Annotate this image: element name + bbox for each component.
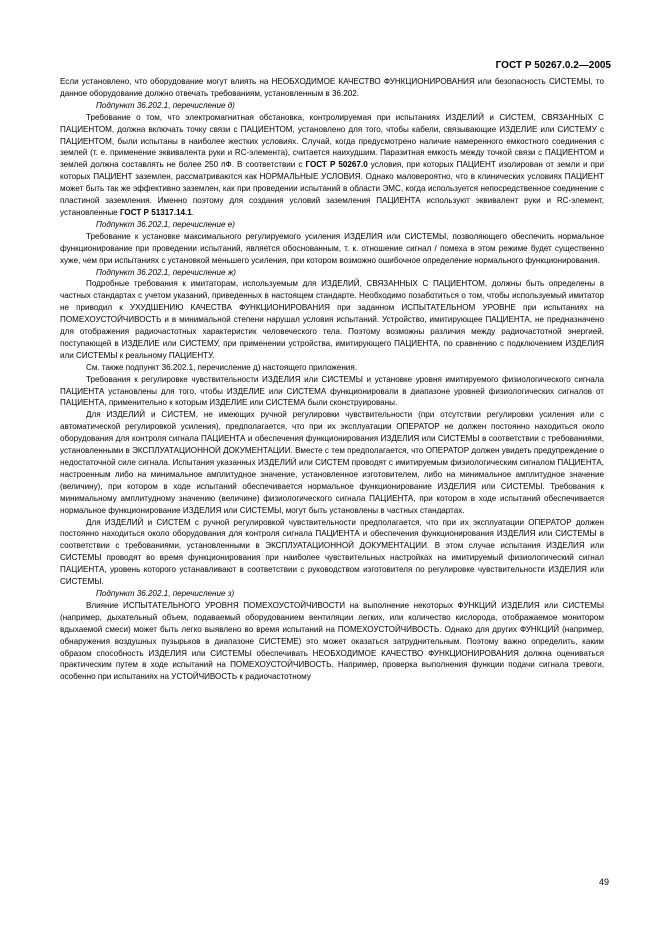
paragraph: Если установлено, что оборудование могут влиять на НЕОБХОДИМОЕ КАЧЕСТВО ФУНКЦИОНИРОВАНИЯ или безопасность СИСТЕМЫ, то данное оборудование должно отвечать требованиям, установленным в 36.202. xyxy=(60,77,604,98)
subclause-heading: Подпункт 36.202.1, перечисление з) xyxy=(96,588,235,598)
standard-reference: ГОСТ Р 51317.14.1 xyxy=(119,207,192,217)
page-number: 49 xyxy=(598,877,609,887)
paragraph: Для ИЗДЕЛИЙ и СИСТЕМ с ручной регулировкой чувствительности предполагается, что при их эксплуатации ОПЕРАТОР должен постоянно находиться около оборудования для контроля сигнала ПАЦИЕНТА и обеспечения функционирования ИЗДЕЛИЯ или СИСТЕМЫ в соответствии с требованиями, установленными в ЭКСПЛУАТАЦИОННОЙ ДОКУМЕНТАЦИИ. В этом случае испытания ИЗДЕЛИЯ или СИСТЕМЫ проводят во время функционирования при наиболее чувствительных настройках на имитируемый физиологический сигнал ПАЦИЕНТА, уровень которого устанавливают в соответствии с руководством изготовителя по регулировке чувствительности ИЗДЕЛИЯ или СИСТЕМЫ. xyxy=(60,517,604,587)
paragraph: См. также подпункт 36.202.1, перечисление д) настоящего приложения. xyxy=(86,362,357,372)
paragraph: Для ИЗДЕЛИЙ и СИСТЕМ, не имеющих ручной регулировки чувствительности (при отсутствии регулировки усиления или с автоматической регулировкой усиления), предполагается, что при их эксплуатации ОПЕРАТОР не должен постоянно находиться около оборудования для контроля сигнала ПАЦИЕНТА и обеспечения функционирования ИЗДЕЛИЯ или СИСТЕМЫ в соответствии с требованиями, установленными в ЭКСПЛУАТАЦИОННОЙ ДОКУМЕНТАЦИИ. Вместе с тем предполагается, что ОПЕРАТОР должен увидеть предупреждение о недостаточной силе сигнала. Испытания указанных ИЗДЕЛИЙ или СИСТЕМ проводят с имитируемым физиологическим сигналом ПАЦИЕНТА, настроенным либо на минимальное амплитудное значение, установленное изготовителем, либо на минимальное амплитудное значение (величину), при котором в ходе испытаний обеспечивается нормальное функционирование ИЗДЕЛИЯ или СИСТЕМЫ. Требования к минимальному амплитудному значению (величине) физиологического сигнала ПАЦИЕНТА, при котором в ходе испытаний обеспечивается нормальное функционирование ИЗДЕЛИЯ или СИСТЕМЫ, могут быть установлены в частных стандартах. xyxy=(60,410,604,515)
paragraph: Влияние ИСПЫТАТЕЛЬНОГО УРОВНЯ ПОМЕХОУСТОЙЧИВОСТИ на выполнение некоторых ФУНКЦИЙ ИЗДЕЛИЯ или СИСТЕМЫ (например, дыхательный объем, подаваемый оборудованием вентиляции легких, или количество кислорода, отображаемое монитором вдыхаемой смеси) может быть легко выявлено во время испытаний на ПОМЕХОУСТОЙЧИВОСТЬ. Однако для других ФУНКЦИЙ (например, обнаружения воздушных пузырьков в диапазоне СИСТЕМЕ) это может оказаться затруднительным. Поэтому важно определить, каким образом способность ИЗДЕЛИЯ или СИСТЕМЫ обеспечивать НЕОБХОДИМОЕ КАЧЕСТВО ФУНКЦИОНИРОВАНИЯ должна оцениваться практическим путем в ходе испытаний на ПОМЕХОУСТОЙЧИВОСТЬ. Например, проверка выполнения функции подачи сигнала тревоги, особенно при испытаниях на УСТОЙЧИВОСТЬ к радиочастотному xyxy=(60,600,604,682)
standard-reference: ГОСТ Р 50267.0 xyxy=(305,160,368,170)
paragraph xyxy=(60,112,604,219)
paragraph-text: условия, при которых ПАЦИЕНТ изолирован от земли и при которых ПАЦИЕНТ заземлен, рассматриваются как НОРМАЛЬНЫЕ УСЛОВИЯ. Однако маловероятно, что в клинических условиях ПАЦИЕНТ может быть так же эффективно заземлен, как при проведении испытаний в области ЭМС, когда используется непосредственное соединение с пластиной заземления. Именно поэтому для создания условий заземления ПАЦИЕНТА используют эквивалент руки и RC-элемент, установленные xyxy=(60,160,604,217)
paragraph: Подробные требования к имитаторам, используемым для ИЗДЕЛИЙ, СВЯЗАННЫХ С ПАЦИЕНТОМ, должны быть определены в частных стандартах с учетом указаний, приведенных в настоящем стандарте. Необходимо позаботиться о том, чтобы используемый имитатор не приводил к УХУДШЕНИЮ КАЧЕСТВА ФУНКЦИОНИРОВАНИЯ при заданном ИСПЫТАТЕЛЬНОМ УРОВНЕ при испытаниях на ПОМЕХОУСТОЙЧИВОСТЬ и в минимальной степени нарушал условия испытаний. Устройство, имитирующее ПАЦИЕНТА, не предназначено для отображения радиочастотных характеристик человеческого тела. Поэтому возможны различия между радиочастотной энергией, поступающей в ИЗДЕЛИЕ или СИСТЕМУ, при применении устройства, имитирующего ПАЦИЕНТА, по сравнению с подключением ИЗДЕЛИЯ или СИСТЕМЫ к реальному ПАЦИЕНТУ. xyxy=(60,279,604,360)
paragraph: Требование к установке максимального регулируемого усиления ИЗДЕЛИЯ или СИСТЕМЫ, позволяющего обеспечить нормальное функционирование при проведении испытаний, является обоснованным, т. к. отношение сигнал / помеха в этом режиме будет существенно хуже, чем при испытаниях с установкой меньшего усиления, при котором возможно ошибочное определение нормального функционирования. xyxy=(60,231,604,265)
body-text xyxy=(60,76,604,683)
subclause-heading: Подпункт 36.202.1, перечисление д) xyxy=(96,100,235,110)
paragraph: Требования к регулировке чувствительности ИЗДЕЛИЯ или СИСТЕМЫ и установке уровня имитируемого физиологического сигнала ПАЦИЕНТА установлены для того, чтобы ИЗДЕЛИЕ или СИСТЕМА функционировали в диапазоне уровней физиологических сигналов от ПАЦИЕНТА, применительно к которым ИЗДЕЛИЕ или СИСТЕМА были сконструированы. xyxy=(60,374,604,408)
standard-header: ГОСТ Р 50267.0.2—2005 xyxy=(495,60,611,71)
subclause-heading: Подпункт 36.202.1, перечисление е) xyxy=(96,219,235,229)
paragraph-text: . xyxy=(191,207,194,217)
subclause-heading: Подпункт 36.202.1, перечисление ж) xyxy=(96,267,236,277)
paragraph-text: Требование о том, что электромагнитная обстановка, контролируемая при испытаниях ИЗДЕЛИЙ и СИСТЕМ, СВЯЗАННЫХ С ПАЦИЕНТОМ, должна включать точку связи с ПАЦИЕНТОМ, установлено для того, чтобы кабели, связывающие ИЗДЕЛИЕ или СИСТЕМУ с ПАЦИЕНТОМ, были испытаны в наиболее жестких условиях. Случай, когда предусмотрено наличие намеренного емкостного соединения с землей (т. е. применение эквивалента руки и RC-элемента), считается наихудшим. Паразитная емкость между точкой связи с ПАЦИЕНТОМ и землей должна составлять не более 250 пФ. В соответствии с xyxy=(60,112,604,170)
